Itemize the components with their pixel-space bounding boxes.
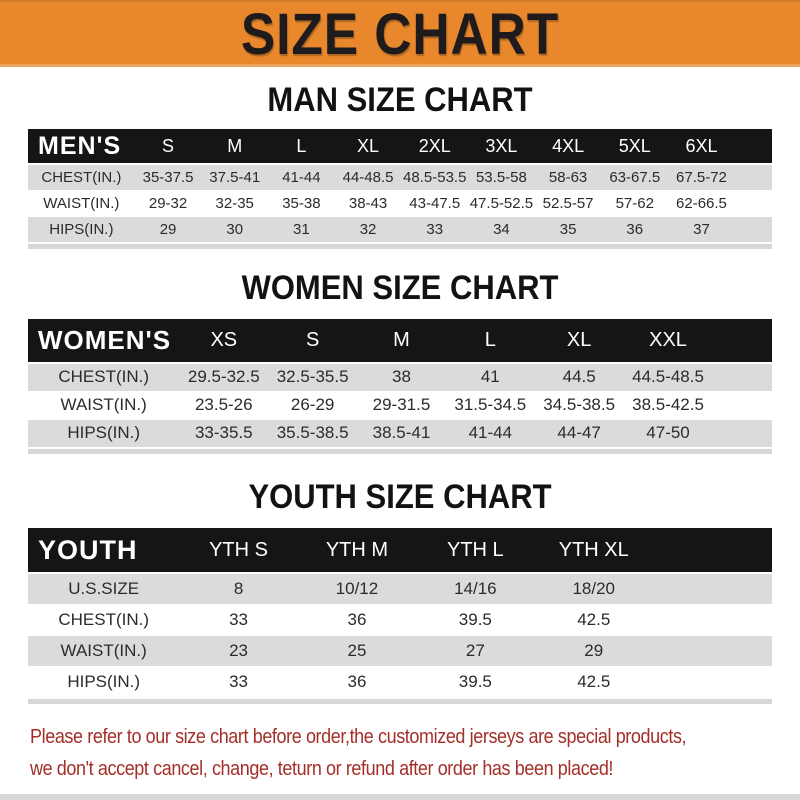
column-header: L: [268, 129, 335, 164]
section-title: WOMEN SIZE CHART: [241, 267, 559, 308]
size-value-cell: 29.5-32.5: [187, 367, 260, 387]
size-value-cell: 48.5-53.5: [403, 168, 467, 186]
banner: [0, 0, 800, 67]
column-header: XS: [179, 319, 268, 363]
row-spacer: [712, 363, 772, 391]
size-value-cell: 34.5-38.5: [543, 395, 616, 414]
women-size-chart-section: [0, 267, 800, 454]
header-spacer: [712, 319, 772, 363]
size-value-cell: 42.5: [577, 671, 611, 691]
size-value-cell: 35-38: [282, 194, 321, 212]
size-value-cell: 33: [229, 609, 249, 629]
row-label: WAIST(IN.): [60, 640, 147, 660]
column-header: 2XL: [401, 129, 468, 164]
row-label: HIPS(IN.): [67, 671, 141, 691]
size-table: [28, 129, 772, 242]
size-value-cell: 35.5-38.5: [276, 423, 349, 443]
column-header: YTH L: [416, 528, 534, 573]
row-label: CHEST(IN.): [41, 168, 122, 186]
bottom-gray-bar: [0, 794, 800, 800]
table-body: [28, 164, 772, 242]
size-value-cell: 8: [233, 578, 244, 598]
row-spacer: [653, 666, 772, 697]
footer-line-1: Please refer to our size chart before order,the customized jerseys are special products,: [30, 724, 687, 748]
size-value-cell: 38: [392, 367, 411, 387]
size-value-cell: 35-37.5: [142, 168, 194, 186]
row-spacer: [653, 573, 772, 604]
column-header: S: [135, 129, 202, 164]
table-bottom-bar: [28, 699, 772, 704]
size-value-cell: 33: [229, 671, 249, 691]
size-value-cell: 23: [229, 640, 249, 660]
size-value-cell: 32: [359, 220, 377, 238]
man-size-chart-section: [0, 79, 800, 249]
section-title: MAN SIZE CHART: [267, 79, 533, 120]
row-spacer: [735, 164, 772, 190]
size-value-cell: 29: [159, 220, 177, 238]
size-value-cell: 44-48.5: [342, 168, 394, 186]
table-header-row: [28, 319, 772, 363]
column-header: YTH S: [179, 528, 297, 573]
size-value-cell: 27: [465, 640, 485, 660]
table-body: [28, 573, 772, 697]
column-header: XL: [535, 319, 624, 363]
row-label: CHEST(IN.): [58, 367, 150, 387]
row-label: WAIST(IN.): [43, 194, 120, 212]
size-value-cell: 34: [493, 220, 510, 238]
size-value-cell: 47.5-52.5: [469, 194, 534, 212]
size-value-cell: 58-63: [548, 168, 588, 186]
size-value-cell: 14/16: [454, 578, 497, 598]
table-row: [28, 573, 772, 604]
size-value-cell: 62-66.5: [676, 194, 727, 212]
column-header: 3XL: [468, 129, 535, 164]
table-header-label: YOUTH: [28, 528, 179, 573]
column-header: YTH XL: [535, 528, 653, 573]
size-value-cell: 57-62: [615, 194, 654, 212]
row-label: WAIST(IN.): [60, 395, 147, 414]
column-header: S: [268, 319, 357, 363]
column-header: YTH M: [298, 528, 416, 573]
row-label: HIPS(IN.): [49, 220, 114, 238]
size-value-cell: 33: [426, 220, 444, 238]
column-header: XL: [335, 129, 402, 164]
size-value-cell: 52.5-57: [542, 194, 594, 212]
size-value-cell: 39.5: [458, 609, 492, 629]
table-row: [28, 216, 772, 242]
size-value-cell: 31.5-34.5: [454, 395, 527, 414]
size-value-cell: 30: [226, 220, 244, 238]
banner-title: SIZE CHART: [240, 0, 560, 67]
column-header: M: [357, 319, 446, 363]
table-row: [28, 635, 772, 666]
size-value-cell: 32-35: [215, 194, 254, 212]
row-spacer: [735, 190, 772, 216]
row-spacer: [712, 419, 772, 447]
size-value-cell: 10/12: [335, 578, 379, 598]
size-value-cell: 38.5-41: [372, 423, 431, 443]
table-header-label: MEN'S: [28, 129, 135, 164]
row-spacer: [735, 216, 772, 242]
table-row: [28, 391, 772, 419]
table-bottom-bar: [28, 449, 772, 454]
table-row: [28, 164, 772, 190]
size-value-cell: 37.5-41: [209, 168, 261, 186]
size-value-cell: 67.5-72: [676, 168, 727, 186]
size-value-cell: 44.5-48.5: [632, 367, 704, 387]
size-value-cell: 38.5-42.5: [632, 395, 704, 414]
table-row: [28, 604, 772, 635]
column-header: 5XL: [601, 129, 668, 164]
footer-line-2: we don't accept cancel, change, teturn or refund after order has been placed!: [30, 756, 614, 780]
size-value-cell: 36: [626, 220, 644, 238]
size-table: [28, 319, 772, 447]
header-spacer: [735, 129, 772, 164]
row-label: CHEST(IN.): [58, 609, 150, 629]
row-label: HIPS(IN.): [67, 423, 141, 443]
size-value-cell: 63-67.5: [609, 168, 661, 186]
size-value-cell: 43-47.5: [409, 194, 461, 212]
table-header-label: WOMEN'S: [28, 319, 179, 363]
table-header-row: [28, 129, 772, 164]
size-value-cell: 32.5-35.5: [276, 367, 349, 387]
row-spacer: [712, 391, 772, 419]
column-header: L: [446, 319, 535, 363]
size-value-cell: 26-29: [290, 395, 335, 414]
table-row: [28, 190, 772, 216]
size-value-cell: 47-50: [646, 423, 690, 443]
column-header: 6XL: [668, 129, 735, 164]
size-value-cell: 44-47: [557, 423, 601, 443]
size-value-cell: 44.5: [562, 367, 596, 387]
footer-note: [30, 720, 800, 784]
row-spacer: [653, 635, 772, 666]
section-title: YOUTH SIZE CHART: [248, 476, 552, 517]
row-spacer: [653, 604, 772, 635]
size-value-cell: 29-32: [148, 194, 188, 212]
table-row: [28, 419, 772, 447]
table-bottom-bar: [28, 244, 772, 249]
size-value-cell: 33-35.5: [194, 423, 253, 443]
sections-container: [0, 79, 800, 704]
size-value-cell: 53.5-58: [475, 168, 527, 186]
column-header: M: [201, 129, 268, 164]
size-value-cell: 38-43: [348, 194, 388, 212]
table-header-row: [28, 528, 772, 573]
size-value-cell: 29-31.5: [372, 395, 431, 414]
column-header: XXL: [624, 319, 713, 363]
size-table: [28, 528, 772, 697]
header-spacer: [653, 528, 772, 573]
youth-size-chart-section: [0, 476, 800, 704]
size-value-cell: 39.5: [458, 671, 492, 691]
size-value-cell: 29: [584, 640, 604, 660]
size-value-cell: 41-44: [282, 168, 321, 186]
size-value-cell: 31: [293, 220, 310, 238]
row-label: U.S.SIZE: [68, 578, 140, 598]
size-value-cell: 18/20: [572, 578, 616, 598]
table-body: [28, 363, 772, 447]
table-row: [28, 363, 772, 391]
size-value-cell: 36: [347, 671, 367, 691]
size-value-cell: 25: [347, 640, 367, 660]
table-row: [28, 666, 772, 697]
size-value-cell: 42.5: [577, 609, 611, 629]
size-value-cell: 23.5-26: [194, 395, 253, 414]
size-value-cell: 41-44: [468, 423, 513, 443]
size-value-cell: 36: [347, 609, 367, 629]
size-value-cell: 41: [480, 367, 500, 387]
size-value-cell: 35: [559, 220, 577, 238]
column-header: 4XL: [535, 129, 602, 164]
size-value-cell: 37: [693, 220, 710, 238]
